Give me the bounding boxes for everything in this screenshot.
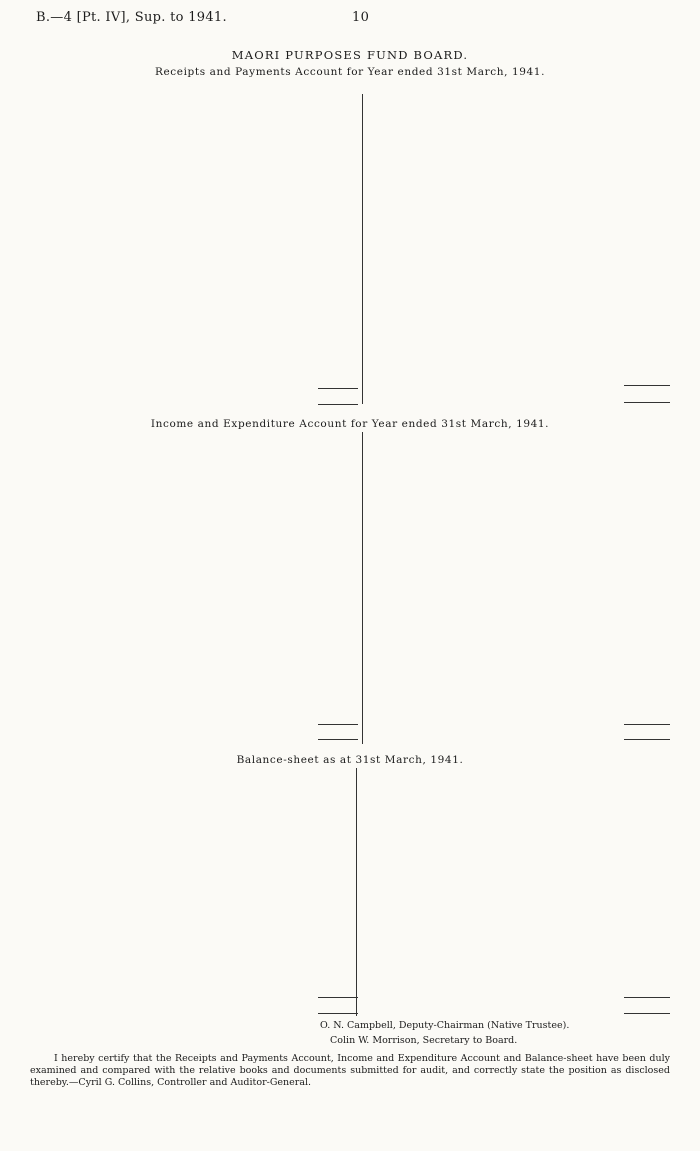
- rp-payments-total-rule-bottom: [624, 402, 670, 403]
- signature-chairman: O. N. Campbell, Deputy-Chairman (Native Trustee).: [320, 1020, 570, 1031]
- ie-title: Income and Expenditure Account for Year ended 31st March, 1941.: [150, 418, 550, 430]
- bs-assets-total-rule-bottom: [624, 1013, 670, 1014]
- board-title: MAORI PURPOSES FUND BOARD.: [231, 48, 469, 62]
- page-number: 10: [352, 10, 370, 25]
- rp-divider: [362, 94, 363, 404]
- signature-secretary: Colin W. Morrison, Secretary to Board.: [330, 1035, 518, 1046]
- bs-liab-total-rule-bottom: [318, 1013, 358, 1014]
- rp-payments-total-rule-top: [624, 385, 670, 386]
- audit-certificate: I hereby certify that the Receipts and Payments Account, Income and Expenditure Account and Balance-sheet have been duly examined and compared with the relative books and documents submitted for audit, and correctly state the position as disclosed thereby.—Cyril G. Collins, Controller and Auditor-General.: [30, 1053, 670, 1088]
- bs-divider: [356, 768, 357, 1016]
- ie-exp-total-rule-bottom: [318, 739, 358, 740]
- ie-divider: [362, 432, 363, 744]
- ie-inc-total-rule-top: [624, 724, 670, 725]
- rp-receipts-total-rule-top: [318, 388, 358, 389]
- page-header-reference: B.—4 [Pt. IV], Sup. to 1941.: [36, 10, 227, 25]
- ie-exp-total-rule-top: [318, 724, 358, 725]
- bs-liab-total-rule-top: [318, 997, 358, 998]
- bs-title: Balance-sheet as at 31st March, 1941.: [236, 754, 464, 766]
- ie-inc-total-rule-bottom: [624, 739, 670, 740]
- bs-assets-total-rule-top: [624, 997, 670, 998]
- rp-title: Receipts and Payments Account for Year ended 31st March, 1941.: [154, 66, 546, 78]
- rp-receipts-total-rule-bottom: [318, 404, 358, 405]
